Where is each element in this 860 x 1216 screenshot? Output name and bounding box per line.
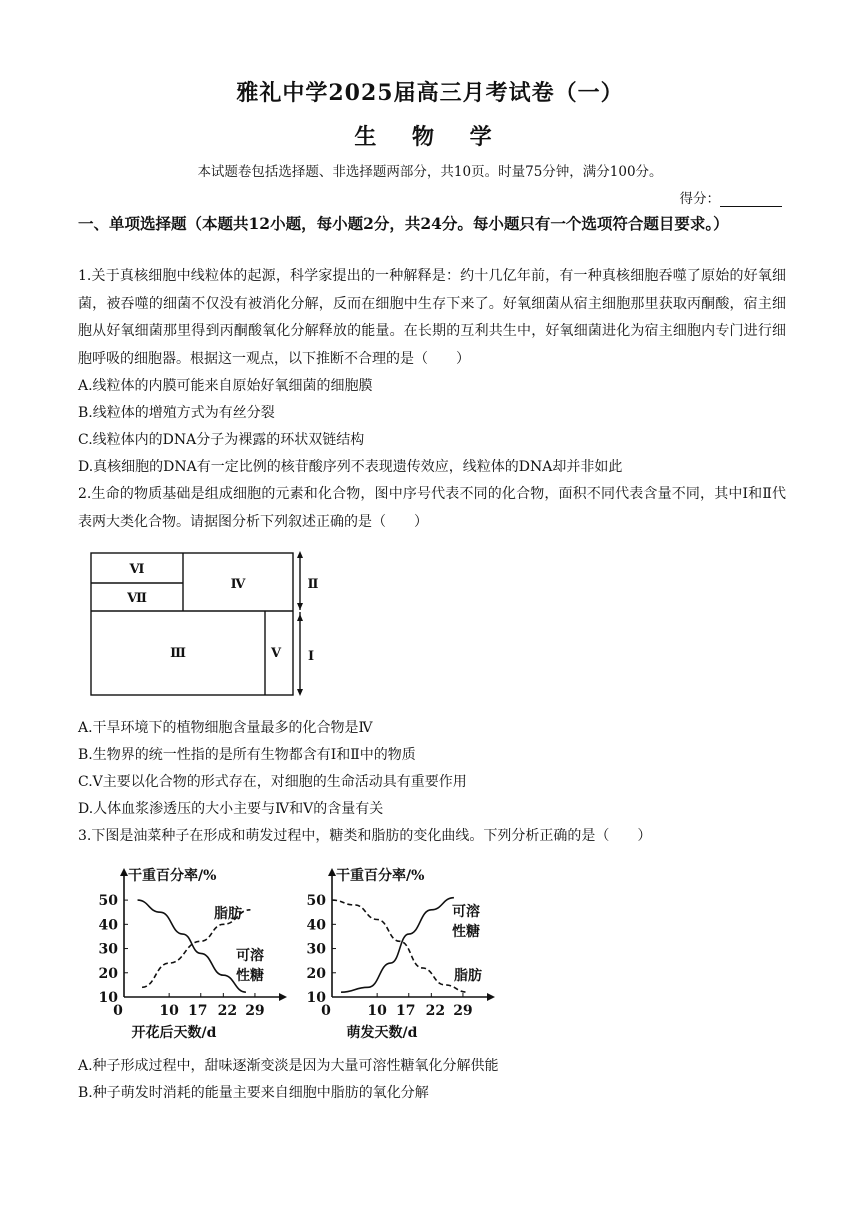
label-vi: Ⅵ xyxy=(129,562,145,577)
x-tick-label: 10 xyxy=(159,1003,179,1019)
x-axis-label: 萌发天数/d xyxy=(346,1025,418,1041)
curve-annotation: 脂肪 xyxy=(454,968,482,984)
label-vii: Ⅶ xyxy=(127,591,147,606)
seed-formation-chart xyxy=(96,864,296,1044)
question-2-option-d[interactable]: D.人体血浆渗透压的大小主要与Ⅳ和Ⅴ的含量有关 xyxy=(78,801,384,817)
y-tick-label: 10 xyxy=(306,990,326,1006)
curve-annotation: 可溶 xyxy=(236,948,264,964)
x-tick-label: 10 xyxy=(367,1003,387,1019)
x-axis-arrow xyxy=(279,993,287,1001)
question-2-stem: 2.生命的物质基础是组成细胞的元素和化合物，图中序号代表不同的化合物，面积不同代表含量不同，其中Ⅰ和Ⅱ代表两大类化合物。请据图分析下列叙述正确的是（ ） xyxy=(78,486,786,530)
label-iv: Ⅳ xyxy=(230,577,246,592)
compound-area-diagram xyxy=(86,548,326,700)
y-tick-label: 30 xyxy=(306,941,326,958)
y-tick-label: 40 xyxy=(306,917,326,934)
y-tick-label: 40 xyxy=(98,917,118,934)
score-label: 得分： xyxy=(679,191,720,207)
score-field xyxy=(680,187,783,207)
section-title: 一、单项选择题（本题共12小题，每小题2分，共24分。每小题只有一个选项符合题目要求。） xyxy=(78,214,729,233)
question-1-option-d[interactable]: D.真核细胞的DNA有一定比例的核苷酸序列不表现遗传效应，线粒体的DNA却并非如此 xyxy=(78,459,623,475)
question-2-option-b[interactable]: B.生物界的统一性指的是所有生物都含有Ⅰ和Ⅱ中的物质 xyxy=(78,747,416,763)
subject-title: 生 物 学 xyxy=(354,124,506,150)
y-tick-label: 50 xyxy=(98,893,118,910)
curve-annotation: 性糖 xyxy=(236,968,264,984)
seed-germination-chart xyxy=(304,864,504,1044)
score-blank[interactable] xyxy=(720,192,782,207)
question-2-option-c[interactable]: C.Ⅴ主要以化合物的形式存在，对细胞的生命活动具有重要作用 xyxy=(78,774,467,790)
curve-annotation: 性糖 xyxy=(452,924,480,940)
question-1-option-c[interactable]: C.线粒体内的DNA分子为裸露的环状双链结构 xyxy=(78,432,365,448)
exam-intro: 本试题卷包括选择题、非选择题两部分，共10页。时量75分钟，满分100分。 xyxy=(197,164,663,180)
y-tick-label: 20 xyxy=(306,965,326,982)
exam-title: 雅礼中学2025届高三月考试卷（一） xyxy=(236,80,624,106)
y-axis-arrow xyxy=(328,868,336,876)
y-tick-label: 10 xyxy=(98,990,118,1006)
question-3-option-a[interactable]: A.种子形成过程中，甜味逐渐变淡是因为大量可溶性糖氧化分解供能 xyxy=(78,1058,499,1074)
y-axis-label: 干重百分率/% xyxy=(336,868,425,884)
x-tick-label: 22 xyxy=(217,1003,238,1019)
x-tick-label: 0 xyxy=(113,1003,123,1019)
question-2-option-a[interactable]: A.干旱环境下的植物细胞含量最多的化合物是Ⅳ xyxy=(78,720,373,736)
curve-annotation: 可溶 xyxy=(452,904,480,920)
series-line-sugar xyxy=(341,898,454,992)
question-1-option-a[interactable]: A.线粒体的内膜可能来自原始好氧细菌的细胞膜 xyxy=(78,378,373,394)
label-iii: Ⅲ xyxy=(170,646,186,661)
question-3-stem: 3.下图是油菜种子在形成和萌发过程中，糖类和脂肪的变化曲线。下列分析正确的是（ ） xyxy=(78,828,652,844)
x-tick-label: 29 xyxy=(245,1003,265,1019)
y-axis-arrow xyxy=(120,868,128,876)
label-i: Ⅰ xyxy=(307,649,315,664)
y-tick-label: 50 xyxy=(306,893,326,910)
x-tick-label: 0 xyxy=(321,1003,331,1019)
y-tick-label: 30 xyxy=(98,941,118,958)
y-tick-label: 20 xyxy=(98,965,118,982)
x-axis-label: 开花后天数/d xyxy=(131,1025,217,1041)
x-axis-arrow xyxy=(487,993,495,1001)
label-ii: Ⅱ xyxy=(307,577,319,592)
curve-annotation: 脂肪 xyxy=(214,906,242,922)
y-axis-label: 干重百分率/% xyxy=(128,868,217,884)
x-tick-label: 17 xyxy=(396,1003,416,1019)
x-tick-label: 17 xyxy=(188,1003,208,1019)
x-tick-label: 29 xyxy=(453,1003,473,1019)
x-tick-label: 22 xyxy=(425,1003,446,1019)
label-v: Ⅴ xyxy=(270,646,282,661)
question-3-option-b[interactable]: B.种子萌发时消耗的能量主要来自细胞中脂肪的氧化分解 xyxy=(78,1085,429,1101)
question-1-option-b[interactable]: B.线粒体的增殖方式为有丝分裂 xyxy=(78,405,275,421)
question-1-stem: 1.关于真核细胞中线粒体的起源，科学家提出的一种解释是：约十几亿年前，有一种真核细胞吞噬了原始的好氧细菌，被吞噬的细菌不仅没有被消化分解，反而在细胞中生存下来了。好氧细菌从宿主细胞那里获取丙酮酸，宿主细胞从好氧细菌那里得到丙酮酸氧化分解释放的能量。在长期的互利共生中，好氧细菌进化为宿主细胞内专门进行细胞呼吸的细胞器。根据这一观点，以下推断不合理的是（ ） xyxy=(78,268,786,367)
